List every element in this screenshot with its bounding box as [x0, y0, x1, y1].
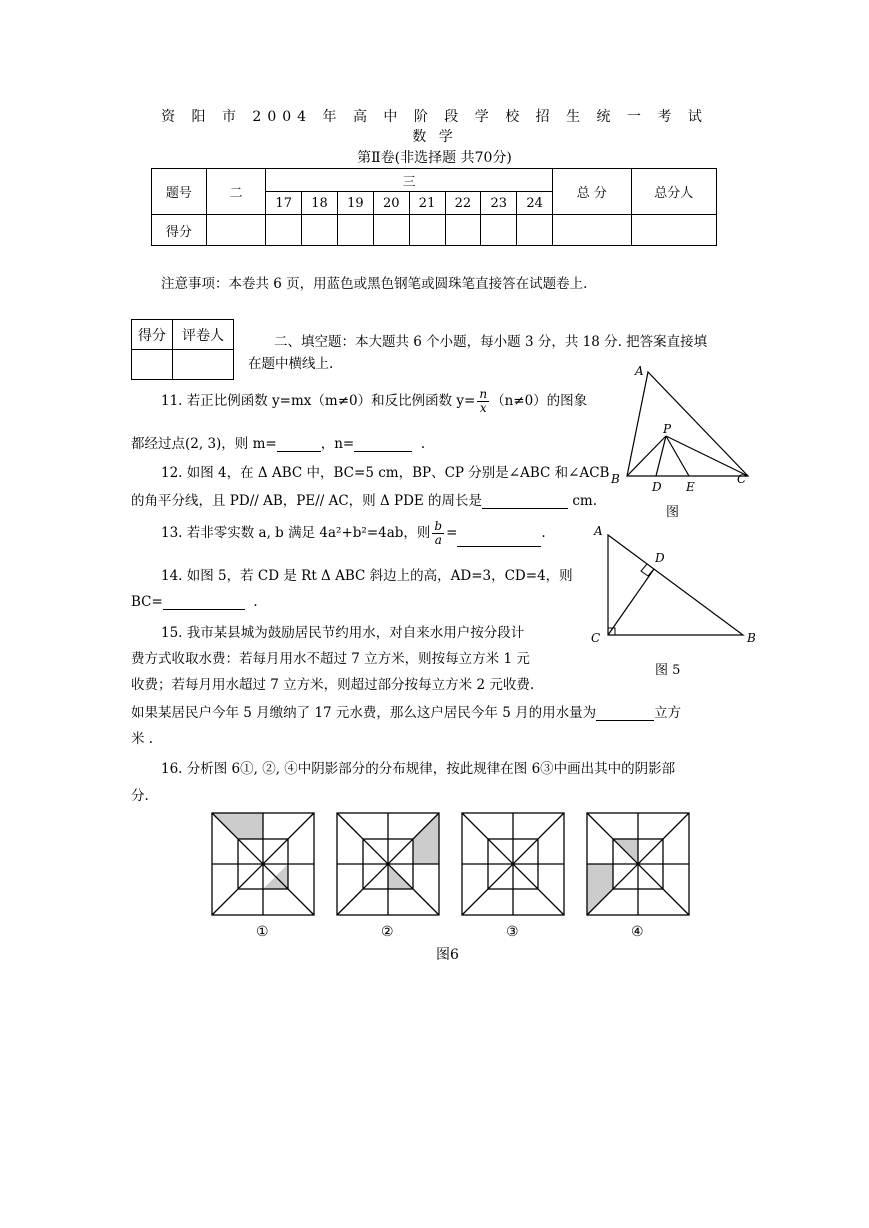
q11-n-blank[interactable]: [354, 435, 412, 452]
question-13: 13. 若非零实数 a, b 满足 4a²+b²=4ab，则 $\frac{b}{a}$ = .: [161, 519, 546, 547]
figure-6: [200, 805, 700, 965]
fig4-label-a: A: [635, 364, 644, 378]
score-table-q: 22: [445, 192, 481, 215]
fig5-label-c: C: [591, 631, 601, 645]
q11-fraction: $\frac{n}{x}$: [479, 387, 488, 415]
score-table-q: 19: [337, 192, 373, 215]
question-16-line1: 16. 分析图 6①, ②, ④中阴影部分的分布规律，按此规律在图 6③中画出其中的阴影部: [161, 761, 676, 777]
question-12-line2: 的角平分线，且 PD// AB，PE// AC，则 Δ PDE 的周长是 cm.: [131, 493, 597, 509]
score-table-score-label: 得分: [152, 215, 207, 246]
question-14-line1: 14. 如图 5，若 CD 是 Rt Δ ABC 斜边上的高，AD=3，CD=4，则: [161, 568, 573, 584]
fig6-caption: 图6: [436, 947, 459, 963]
question-11-line2: 都经过点(2, 3)，则 m= ，n= .: [131, 436, 426, 452]
exam-title: 资 阳 市 2004 年 高 中 阶 段 学 校 招 生 统 一 考 试: [161, 109, 708, 125]
score-cell[interactable]: [631, 215, 717, 246]
section-header-line2: 在题中横线上.: [248, 356, 334, 372]
fig6-panel-1: [212, 813, 314, 915]
q11-text-b: （n≠0）的图象: [491, 393, 588, 409]
q13-fraction: $\frac{b}{a}$: [434, 519, 443, 547]
score-table-total: 总 分: [553, 169, 631, 215]
score-table-q: 24: [517, 192, 553, 215]
score-cell[interactable]: [337, 215, 373, 246]
fig6-label-2: ②: [381, 924, 394, 940]
fig4-label-b: B: [611, 472, 620, 486]
question-12-line1: 12. 如图 4，在 Δ ABC 中，BC=5 cm，BP、CP 分别是∠ABC 和∠ACB: [161, 465, 610, 481]
volume-title: 第Ⅱ卷(非选择题 共70分): [357, 150, 512, 166]
fig4-label-d: D: [652, 480, 662, 494]
fig4-label-p: P: [663, 422, 672, 436]
q13-blank[interactable]: [457, 530, 541, 547]
score-cell[interactable]: [481, 215, 517, 246]
q11-m-blank[interactable]: [277, 435, 321, 452]
q12-blank[interactable]: [482, 492, 568, 509]
score-table: [151, 168, 717, 246]
question-16-line2: 分.: [131, 788, 149, 804]
score-cell[interactable]: [409, 215, 445, 246]
subject-title: 数 学: [412, 129, 457, 145]
figure-4: [600, 360, 770, 520]
fig6-label-1: ①: [256, 924, 269, 940]
figure-5: [585, 520, 765, 680]
question-14-line2: BC= .: [131, 594, 258, 610]
question-15-line4: 如果某居民户今年 5 月缴纳了 17 元水费，那么这户居民今年 5 月的用水量为 立方: [131, 705, 682, 721]
score-table-scorer: 总分人: [631, 169, 717, 215]
notice-text: 注意事项：本卷共 6 页，用蓝色或黑色钢笔或圆珠笔直接答在试题卷上.: [161, 276, 588, 292]
score-cell[interactable]: [266, 215, 302, 246]
score-table-col-two: 二: [206, 169, 266, 215]
fig6-panel-4: [587, 813, 689, 915]
grade-box-score-label: 得分: [132, 320, 173, 350]
score-table-q: 21: [409, 192, 445, 215]
q15-blank[interactable]: [596, 704, 654, 721]
fig4-label-c: C: [737, 472, 747, 486]
question-11-line1: [161, 388, 587, 415]
question-15-line1: 15. 我市某县城为鼓励居民节约用水，对自来水用户按分段计: [161, 625, 525, 641]
section-header-line1: 二、填空题：本大题共 6 个小题，每小题 3 分，共 18 分. 把答案直接填: [274, 334, 708, 350]
question-15-line2: 费方式收取水费：若每月用水不超过 7 立方米，则按每立方米 1 元: [131, 651, 530, 667]
score-cell[interactable]: [517, 215, 553, 246]
fig4-caption: 图: [666, 505, 680, 520]
q11-text-a: 11. 若正比例函数 y=mx（m≠0）和反比例函数 y=: [161, 393, 476, 409]
question-15-line5: 米 .: [131, 731, 154, 747]
fig5-label-b: B: [747, 631, 756, 645]
score-table-q: 20: [373, 192, 409, 215]
score-table-q: 18: [302, 192, 338, 215]
figure-4-triangle: [627, 372, 748, 476]
score-cell[interactable]: [302, 215, 338, 246]
fig4-label-e: E: [686, 480, 695, 494]
fig5-caption: 图 5: [655, 663, 681, 678]
figure-5-triangle: [608, 535, 743, 635]
fig5-label-d: D: [655, 551, 665, 565]
fig6-label-4: ④: [631, 924, 644, 940]
question-15-line3: 收费；若每月用水超过 7 立方米，则超过部分按每立方米 2 元收费.: [131, 677, 535, 693]
score-cell[interactable]: [553, 215, 631, 246]
score-cell[interactable]: [445, 215, 481, 246]
score-cell[interactable]: [373, 215, 409, 246]
fig6-label-3: ③: [506, 924, 519, 940]
score-table-q: 23: [481, 192, 517, 215]
score-cell[interactable]: [206, 215, 266, 246]
score-table-col-three: 三: [266, 169, 553, 192]
fig6-panel-3: [462, 813, 564, 915]
grade-box-grader-label: 评卷人: [173, 320, 234, 350]
score-table-row-label: 题号: [152, 169, 207, 215]
grade-box-grader-cell[interactable]: [173, 350, 234, 380]
score-table-q: 17: [266, 192, 302, 215]
fig6-panel-2: [337, 813, 439, 915]
grade-box-score-cell[interactable]: [132, 350, 173, 380]
grade-box: [131, 319, 234, 380]
fig5-label-a: A: [594, 524, 603, 538]
q14-blank[interactable]: [163, 593, 245, 610]
